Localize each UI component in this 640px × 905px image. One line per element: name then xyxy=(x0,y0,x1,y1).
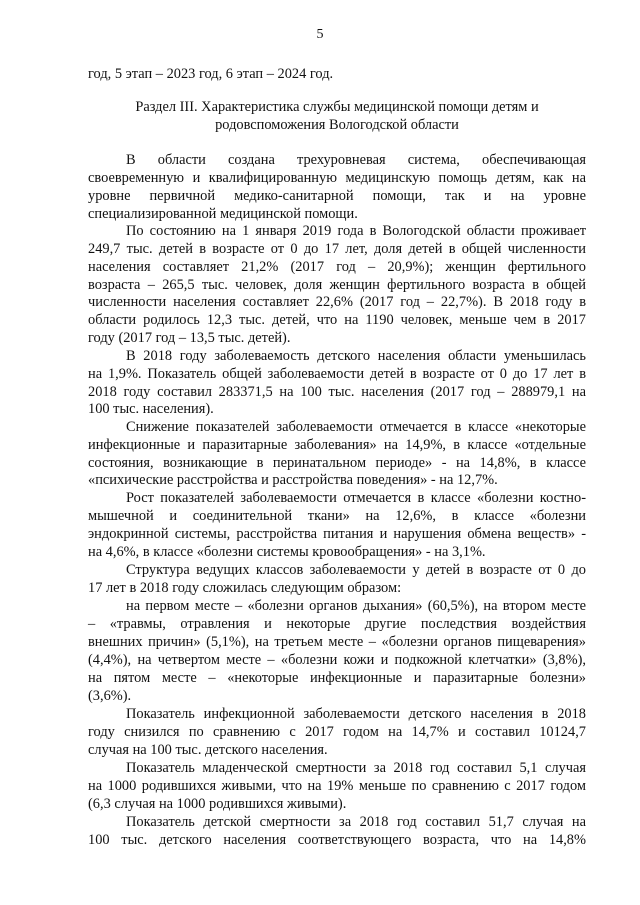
text-line: своевременную и квалифицированную медицинскую помощь детям, как на xyxy=(88,170,586,186)
text-line: населения составляет 21,2% (2017 год – 20,9%); женщин фертильного xyxy=(88,259,586,275)
text-line: Структура ведущих классов заболеваемости у детей в возрасте от 0 до xyxy=(126,562,586,578)
text-line: специализированной медицинской помощи. xyxy=(88,206,358,222)
text-line: (4,4%), на четвертом месте – «болезни кожи и подкожной клетчатки» (3,8%), xyxy=(88,652,586,668)
text-line: на первом месте – «болезни органов дыхания» (60,5%), на втором месте xyxy=(126,598,586,614)
section-heading: Раздел III. Характеристика службы медицинской помощи детям и xyxy=(135,99,539,115)
text-line: уровне первичной медико-санитарной помощи, так и на уровне xyxy=(88,188,586,204)
text-line: численности населения составляет 22,6% (2017 год – 22,7%). В 2018 году в xyxy=(88,294,586,310)
text-line: году снизился по сравнению с 2017 годом на 14,7% и составил 10124,7 xyxy=(88,724,586,740)
text-line: инфекционные и паразитарные заболевания» на 14,9%, в классе «отдельные xyxy=(88,437,586,453)
text-line: Показатель младенческой смертности за 2018 год составил 5,1 случая xyxy=(126,760,586,776)
text-line: 17 лет в 2018 году сложилась следующим образом: xyxy=(88,580,402,596)
text-line: «психические расстройства и расстройства поведения» - на 12,7%. xyxy=(88,472,498,488)
text-line: В области создана трехуровневая система, обеспечивающая xyxy=(126,152,586,168)
text-line: на 1,9%. Показатель общей заболеваемости детей в возрасте от 0 до 17 лет в xyxy=(88,366,586,382)
text-line: на 4,6%, в классе «болезни системы кровообращения» - на 3,1%. xyxy=(88,544,486,560)
page-number: 5 xyxy=(316,27,324,42)
text-line: на 1000 родившихся живыми, что на 19% меньше по сравнению с 2017 годом xyxy=(88,778,586,794)
text-line: Снижение показателей заболеваемости отмечается в классе «некоторые xyxy=(126,419,586,435)
text-line: возраста – 265,5 тыс. человек, доля женщин фертильного возраста в общей xyxy=(88,277,586,293)
text-line: на пятом месте – «некоторые инфекционные и паразитарные болезни» xyxy=(88,670,586,686)
text-line: эндокринной системы, расстройства питания и нарушения обмена веществ» - xyxy=(88,526,586,542)
text-line: внешних причин» (5,1%), на третьем месте – «болезни органов пищеварения» xyxy=(88,634,586,650)
text-line: Показатель детской смертности за 2018 год составил 51,7 случая на xyxy=(126,814,586,830)
text-line: году (2017 год – 13,5 тыс. детей). xyxy=(88,330,291,346)
text-line: 2018 году составил 283371,5 на 100 тыс. населения (2017 год – 288979,1 на xyxy=(88,384,586,400)
text-line: – «травмы, отравления и некоторые другие последствия воздействия xyxy=(88,616,586,632)
text-line: год, 5 этап – 2023 год, 6 этап – 2024 год. xyxy=(88,66,334,82)
text-line: По состоянию на 1 января 2019 года в Вологодской области проживает xyxy=(126,223,586,239)
section-heading: родовспоможения Вологодской области xyxy=(215,117,459,133)
text-line: мышечной и соединительной ткани» на 12,6%, в классе «болезни xyxy=(88,508,586,524)
text-line: области родилось 12,3 тыс. детей, что на 1190 человек, меньше чем в 2017 xyxy=(88,312,586,328)
text-line: 249,7 тыс. детей в возрасте от 0 до 17 лет, доля детей в общей численности xyxy=(88,241,586,257)
text-line: Рост показателей заболеваемости отмечается в классе «болезни костно- xyxy=(126,490,586,506)
text-line: состояния, возникающие в перинатальном периоде» - на 14,8%, в классе xyxy=(88,455,586,471)
text-line: случая на 100 тыс. детского населения. xyxy=(88,742,328,758)
text-line: (6,3 случая на 1000 родившихся живыми). xyxy=(88,796,347,812)
text-line: 100 тыс. населения). xyxy=(88,401,214,417)
text-line: 100 тыс. детского населения соответствующего возраста, что на 14,8% xyxy=(88,832,586,848)
text-line: (3,6%). xyxy=(88,688,132,704)
text-line: В 2018 году заболеваемость детского населения области уменьшилась xyxy=(126,348,586,364)
text-line: Показатель инфекционной заболеваемости детского населения в 2018 xyxy=(126,706,586,722)
